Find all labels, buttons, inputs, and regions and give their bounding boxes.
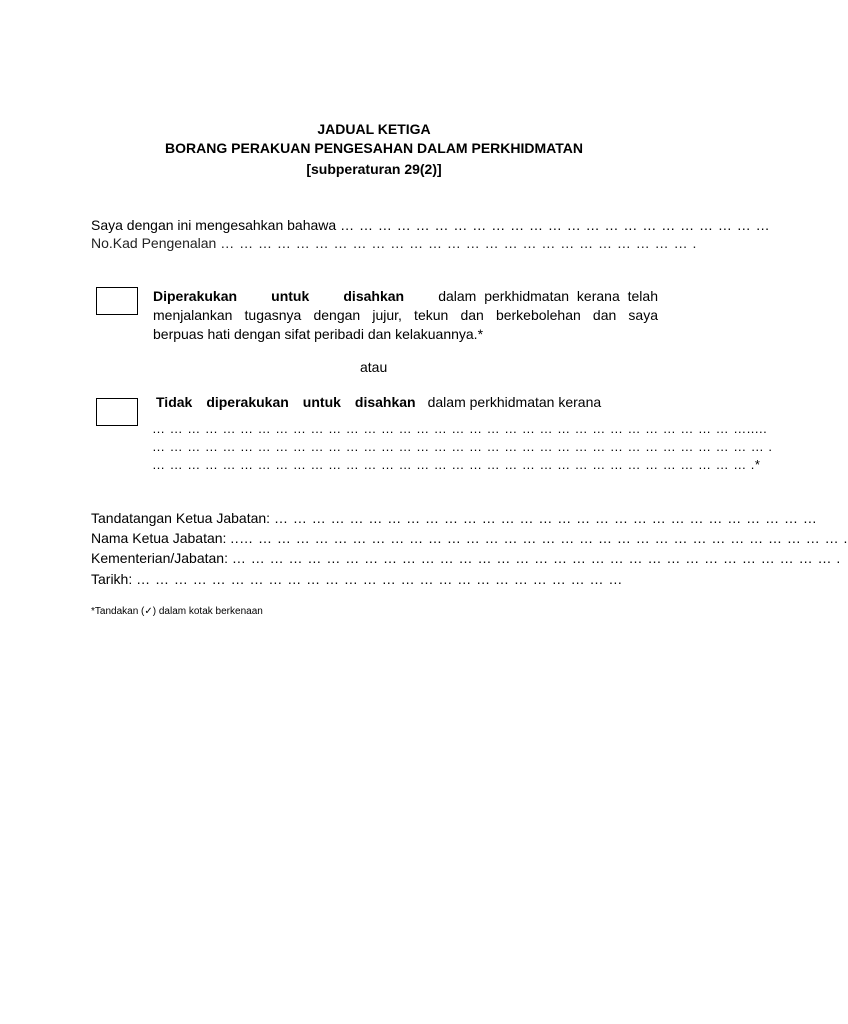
certify-line: [91, 217, 770, 233]
reason-line-2[interactable]: … … … … … … … … … … … … … … … … … … … … … … … … … … … … … … … … … … … .: [152, 439, 773, 454]
certify-label: Saya dengan ini mengesahkan bahawa: [91, 217, 337, 233]
not-certify-rest: dalam perkhidmatan kerana: [427, 394, 602, 410]
footnote: *Tandakan (✓) dalam kotak berkenaan: [91, 606, 263, 617]
bold-word: untuk: [302, 394, 341, 410]
regulation-reference: [subperaturan 29(2)]: [306, 161, 442, 177]
bold-word: disahkan: [354, 394, 416, 410]
head-name-label: Nama Ketua Jabatan:: [91, 530, 227, 546]
not-certify-checkbox[interactable]: [96, 398, 138, 426]
ministry-label: Kementerian/Jabatan:: [91, 550, 228, 566]
date-label: Tarikh:: [91, 571, 133, 587]
ic-line: [91, 235, 697, 251]
certify-checkbox[interactable]: [96, 287, 138, 315]
ic-fill-field[interactable]: … … … … … … … … … … … … … … … … … … … … … … … … … .: [220, 235, 697, 251]
head-name-line: [91, 530, 848, 546]
signature-line: [91, 510, 817, 526]
name-fill-field[interactable]: … … … … … … … … … … … … … … … … … … … … … … …: [340, 217, 771, 233]
certify-rest: dalam perkhidmatan kerana telah: [438, 288, 658, 304]
signature-label: Tandatangan Ketua Jabatan:: [91, 510, 271, 526]
reason-line-3[interactable]: … … … … … … … … … … … … … … … … … … … … … … … … … … … … … … … … … … .*: [152, 457, 761, 472]
schedule-title: JADUAL KETIGA: [317, 121, 431, 137]
date-field[interactable]: … … … … … … … … … … … … … … … … … … … … … … … … … …: [136, 571, 623, 587]
signature-field[interactable]: … … … … … … … … … … … … … … … … … … … … … … … … … … … … …: [273, 510, 818, 526]
or-separator: atau: [360, 359, 388, 375]
bold-word: Tidak: [156, 394, 193, 410]
certify-option-text: [153, 287, 658, 344]
ministry-field[interactable]: … … … … … … … … … … … … … … … … … … … … … … … … … … … … … … … … .: [231, 550, 841, 566]
bold-word: untuk: [271, 288, 310, 304]
not-certify-option-text: [156, 393, 636, 412]
form-title: BORANG PERAKUAN PENGESAHAN DALAM PERKHIDMATAN: [165, 140, 583, 156]
not-certify-option-line1: [156, 393, 636, 412]
date-line: [91, 571, 623, 587]
ic-label: No.Kad Pengenalan: [91, 235, 217, 251]
certify-option-line3: berpuas hati dengan sifat peribadi dan kelakuannya.*: [153, 326, 484, 342]
reason-fields: [152, 420, 773, 474]
bold-word: disahkan: [343, 288, 405, 304]
reason-line-1[interactable]: … … … … … … … … … … … … … … … … … … … … … … … … … … … … … … … … … ….....: [152, 421, 768, 436]
certify-option-line2: menjalankan tugasnya dengan jujur, tekun dan berkebolehan dan saya: [153, 307, 658, 323]
certify-option-line1: [153, 287, 658, 306]
head-name-field[interactable]: ..… … … … … … … … … … … … … … … … … … … … … … … … … … … … … … … … .: [230, 530, 848, 546]
ministry-line: [91, 550, 841, 566]
bold-word: diperakukan: [206, 394, 289, 410]
bold-word: Diperakukan: [153, 288, 238, 304]
